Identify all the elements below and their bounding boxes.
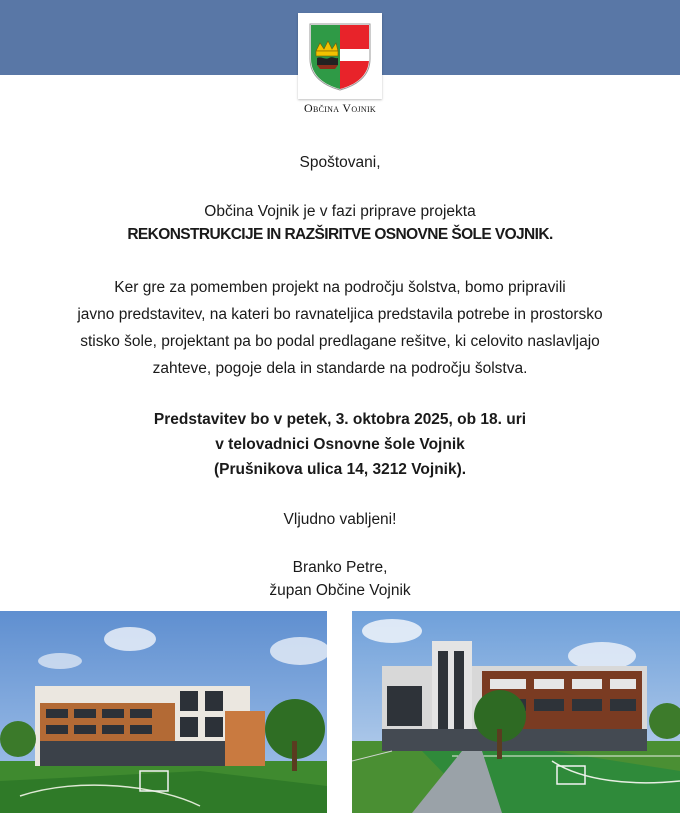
body-line-2: javno predstavitev, na kateri bo ravnateljica predstavila potrebe in prostorsko xyxy=(77,306,603,323)
body-line-4: zahteve, pogoje dela in standarde na področju šolstva. xyxy=(152,360,528,377)
coat-of-arms-icon xyxy=(298,13,382,99)
municipality-name: Občina Vojnik xyxy=(303,101,376,115)
closing: Vljudno vabljeni! xyxy=(283,511,397,528)
school-rendering-left xyxy=(0,611,327,813)
body-line-3: stisko šole, projektant pa bo podal predlagane rešitve, ki celovito naslavljajo xyxy=(80,333,600,350)
intro-line: Občina Vojnik je v fazi priprave projekta xyxy=(204,203,476,220)
event-line-1: Predstavitev bo v petek, 3. oktobra 2025, ob 18. uri xyxy=(153,411,527,428)
signature-title: župan Občine Vojnik xyxy=(269,582,411,599)
project-title: REKONSTRUKCIJE IN RAZŠIRITVE OSNOVNE ŠOLE VOJNIK. xyxy=(127,226,553,243)
signature-name: Branko Petre, xyxy=(292,559,388,576)
body-line-1: Ker gre za pomemben projekt na področju šolstva, bomo pripravili xyxy=(114,279,566,296)
event-line-3: (Prušnikova ulica 14, 3212 Vojnik). xyxy=(213,461,467,478)
school-rendering-right xyxy=(352,611,680,813)
greeting: Spoštovani, xyxy=(299,154,381,171)
event-line-2: v telovadnici Osnovne šole Vojnik xyxy=(215,436,465,453)
